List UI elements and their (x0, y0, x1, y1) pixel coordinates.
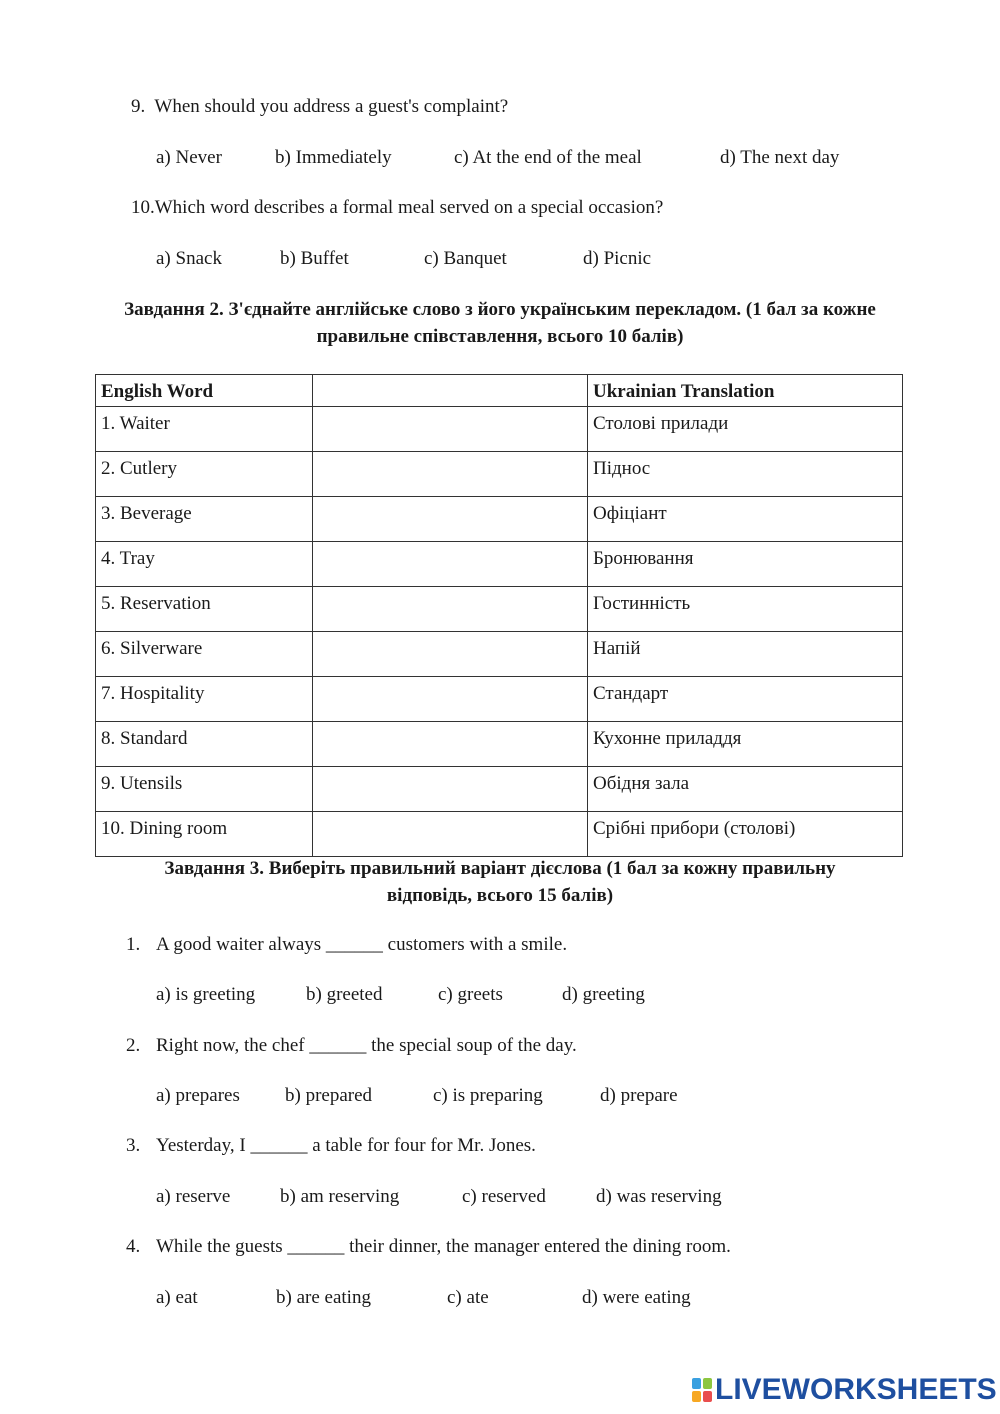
question-number: 10. (131, 197, 155, 218)
answer-cell[interactable] (313, 452, 588, 497)
header-english-word: English Word (96, 375, 313, 407)
option-c[interactable]: c) greets (438, 984, 503, 1005)
option-c[interactable]: c) reserved (462, 1186, 546, 1207)
question-text: A good waiter always ______ customers with a smile. (156, 934, 568, 955)
option-b[interactable]: b) Buffet (280, 248, 349, 269)
english-word-cell: 1. Waiter (96, 407, 313, 452)
option-c[interactable]: c) Banquet (424, 248, 507, 269)
question-text: Which word describes a formal meal served on a special occasion? (154, 197, 664, 218)
option-b[interactable]: b) prepared (285, 1085, 373, 1106)
ukrainian-translation-cell: Кухонне приладдя (588, 722, 903, 767)
answer-cell[interactable] (313, 632, 588, 677)
liveworksheets-logo-icon (691, 1377, 713, 1403)
ukrainian-translation-cell: Піднос (588, 452, 903, 497)
answer-cell[interactable] (313, 497, 588, 542)
ukrainian-translation-cell: Гостинність (588, 587, 903, 632)
english-word-cell: 5. Reservation (96, 587, 313, 632)
option-d[interactable]: d) prepare (600, 1085, 678, 1106)
matching-table (95, 374, 903, 857)
question-number: 4. (126, 1236, 141, 1257)
question-number: 3. (126, 1135, 141, 1156)
ukrainian-translation-cell: Бронювання (588, 542, 903, 587)
option-a[interactable]: a) reserve (156, 1186, 231, 1207)
table-row (96, 452, 903, 497)
table-row (96, 407, 903, 452)
table-row (96, 767, 903, 812)
english-word-cell: 8. Standard (96, 722, 313, 767)
question-10 (131, 196, 663, 220)
option-d[interactable]: d) were eating (582, 1287, 691, 1308)
answer-cell[interactable] (313, 677, 588, 722)
table-row (96, 497, 903, 542)
ukrainian-translation-cell: Офіціант (588, 497, 903, 542)
header-answer-column (313, 375, 588, 407)
option-d[interactable]: d) was reserving (596, 1186, 722, 1207)
task2-heading-line1: Завдання 2. З'єднайте англійське слово з його українським перекладом. (1 бал за кожне (124, 299, 876, 320)
english-word-cell: 2. Cutlery (96, 452, 313, 497)
question-number: 9. (131, 96, 146, 117)
option-c[interactable]: c) is preparing (433, 1085, 543, 1106)
table-row (96, 542, 903, 587)
question-number: 2. (126, 1035, 141, 1056)
option-a[interactable]: a) is greeting (156, 984, 256, 1005)
answer-cell[interactable] (313, 767, 588, 812)
answer-cell[interactable] (313, 407, 588, 452)
ukrainian-translation-cell: Напій (588, 632, 903, 677)
option-a[interactable]: a) Snack (156, 248, 222, 269)
task3-question-4 (126, 1235, 140, 1259)
table-row (96, 632, 903, 677)
ukrainian-translation-cell: Срібні прибори (столові) (588, 812, 903, 857)
option-b[interactable]: b) are eating (276, 1287, 371, 1308)
ukrainian-translation-cell: Стандарт (588, 677, 903, 722)
option-d[interactable]: d) Picnic (583, 248, 652, 269)
answer-cell[interactable] (313, 542, 588, 587)
option-b[interactable]: b) Immediately (275, 147, 392, 168)
table-header-row (96, 375, 903, 407)
answer-cell[interactable] (313, 722, 588, 767)
task3-heading-line2: відповідь, всього 15 балів) (386, 885, 614, 906)
option-b[interactable]: b) greeted (306, 984, 383, 1005)
table-row (96, 677, 903, 722)
table-row (96, 722, 903, 767)
liveworksheets-logo (691, 1374, 997, 1406)
question-text: Yesterday, I ______ a table for four for Mr. Jones. (156, 1135, 536, 1156)
english-word-cell: 9. Utensils (96, 767, 313, 812)
task3-heading (90, 855, 910, 909)
table-row (96, 587, 903, 632)
logo-text: LIVEWORKSHEETS (715, 1373, 997, 1406)
answer-cell[interactable] (313, 812, 588, 857)
option-b[interactable]: b) am reserving (280, 1186, 400, 1207)
table-row (96, 812, 903, 857)
task3-question-3 (126, 1134, 140, 1158)
question-text: While the guests ______ their dinner, the manager entered the dining room. (156, 1236, 731, 1257)
question-number: 1. (126, 934, 141, 955)
option-d[interactable]: d) greeting (562, 984, 645, 1005)
question-text: When should you address a guest's complaint? (154, 96, 509, 117)
english-word-cell: 7. Hospitality (96, 677, 313, 722)
english-word-cell: 4. Tray (96, 542, 313, 587)
option-c[interactable]: c) At the end of the meal (454, 147, 642, 168)
option-a[interactable]: a) eat (156, 1287, 198, 1308)
task3-heading-line1: Завдання 3. Виберіть правильний варіант дієслова (1 бал за кожну правильну (164, 858, 836, 879)
header-ukrainian-translation: Ukrainian Translation (588, 375, 903, 407)
english-word-cell: 6. Silverware (96, 632, 313, 677)
task3-question-2 (126, 1034, 140, 1058)
ukrainian-translation-cell: Обідня зала (588, 767, 903, 812)
option-a[interactable]: a) prepares (156, 1085, 240, 1106)
task2-heading (90, 296, 910, 350)
option-a[interactable]: a) Never (156, 147, 222, 168)
ukrainian-translation-cell: Столові прилади (588, 407, 903, 452)
english-word-cell: 10. Dining room (96, 812, 313, 857)
answer-cell[interactable] (313, 587, 588, 632)
task2-heading-line2: правильне співставлення, всього 10 балів) (316, 326, 684, 347)
option-c[interactable]: c) ate (447, 1287, 489, 1308)
task3-question-1 (126, 933, 140, 957)
question-9 (131, 95, 508, 119)
option-d[interactable]: d) The next day (720, 147, 840, 168)
english-word-cell: 3. Beverage (96, 497, 313, 542)
question-text: Right now, the chef ______ the special soup of the day. (156, 1035, 577, 1056)
